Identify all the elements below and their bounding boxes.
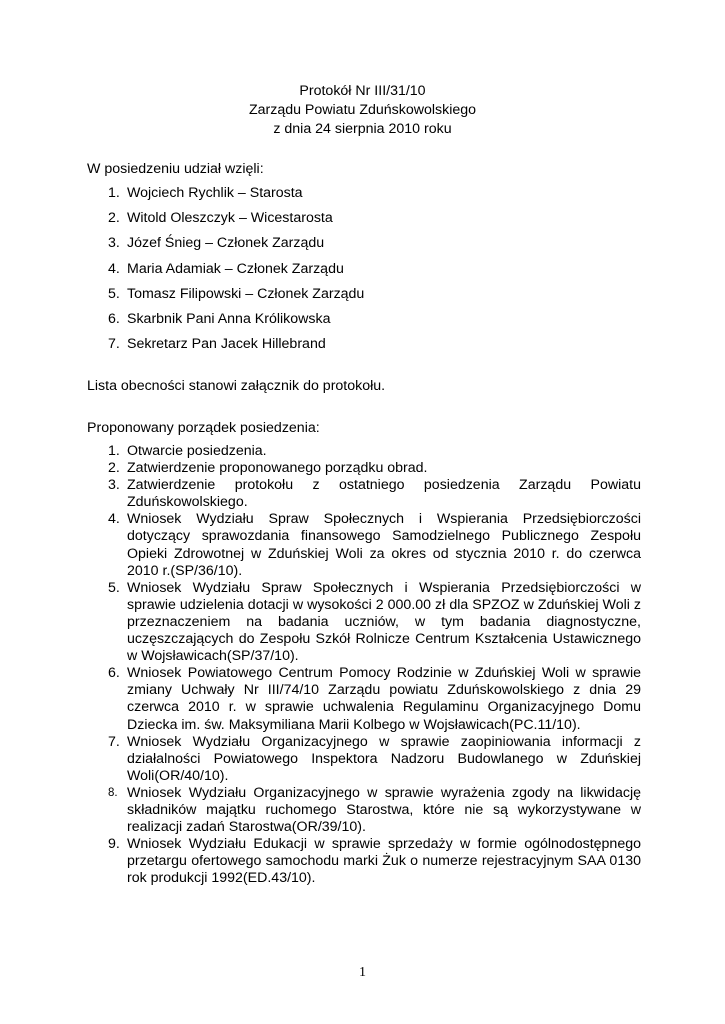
list-item (87, 511, 641, 579)
item-text: Wniosek Wydziału Organizacyjnego w sprawie zaopiniowania informacji z działalności Powiatowego Inspektora Nadzoru Budowlanego w Zduńskiej Woli(OR/40/10). (127, 733, 641, 784)
item-text: Wniosek Wydziału Edukacji w sprawie sprzedaży w formie ogólnodostępnego przetargu ofertowego samochodu marki Żuk o numerze rejestracyjnym SAA 0130 rok produkcji 1992(ED.43/10). (127, 836, 641, 887)
item-number: 2. (108, 460, 120, 477)
protocol-number: Protokół Nr III/31/10 (299, 83, 426, 99)
item-text: Wniosek Wydziału Organizacyjnego w sprawie wyrażenia zgody na likwidację składników majątku ruchomego Starostwa, które nie są wykorzystywane w realizacji zadań Starostwa(OR/39/10). (127, 784, 641, 836)
list-item (87, 209, 364, 234)
list-item (87, 460, 641, 477)
item-text: Józef Śnieg – Członek Zarządu (127, 235, 325, 252)
item-text: Wniosek Powiatowego Centrum Pomocy Rodzinie w Zduńskiej Woli w sprawie zmiany Uchwały Nr III/74/10 Zarządu powiatu Zduńskowolskiego z dnia 29 czerwca 2010 r. w sprawie uchwalenia Regulaminu Organizacyjnego Domu Dziecka im. św. Maksymiliana Marii Kolbego w Wojsławicach(PC.11/10). (127, 665, 641, 733)
attendees-list (87, 184, 364, 360)
item-number: 8. (108, 786, 118, 799)
meeting-date: z dnia 24 sierpnia 2010 roku (273, 121, 452, 137)
list-item (87, 785, 641, 836)
item-number: 1. (108, 185, 120, 201)
item-text: Tomasz Filipowski – Członek Zarządu (127, 285, 365, 302)
attendees-heading: W posiedzeniu udział wzięli: (87, 161, 264, 177)
item-number: 5. (108, 579, 120, 596)
item-text: Sekretarz Pan Jacek Hillebrand (127, 336, 326, 353)
board-name: Zarządu Powiatu Zduńskowolskiego (248, 102, 477, 118)
list-item (87, 734, 641, 785)
list-item (87, 665, 641, 733)
agenda-heading: Proponowany porządek posiedzenia: (87, 420, 320, 436)
list-item (87, 285, 364, 310)
item-text: Otwarcie posiedzenia. (127, 443, 267, 459)
document-header (0, 82, 725, 139)
item-text: Wojciech Rychlik – Starosta (127, 185, 303, 201)
list-item (87, 184, 364, 209)
item-number: 9. (108, 836, 120, 853)
item-number: 6. (108, 310, 120, 327)
list-item (87, 836, 641, 887)
item-text: Wniosek Wydziału Spraw Społecznych i Wspierania Przedsiębiorczości w sprawie udzielenia dotacji w wysokości 2 000.00 zł dla SPZOZ w Zduńskiej Woli z przeznaczeniem na badania uczniów, w tym badania diagnostyczne, uczęszczających do Zespołu Szkół Rolnicze Centrum Kształcenia Ustawicznego w Wojsławicach(SP/37/10). (127, 579, 641, 665)
item-number: 4. (108, 260, 120, 277)
item-number: 7. (108, 336, 120, 353)
list-item (87, 443, 641, 460)
item-number: 3. (108, 477, 120, 494)
list-item (87, 335, 364, 360)
agenda-list (87, 443, 641, 887)
item-number: 5. (108, 285, 120, 302)
item-number: 2. (108, 210, 120, 227)
list-item (87, 234, 364, 259)
item-text: Witold Oleszczyk – Wicestarosta (127, 210, 333, 227)
item-text: Zatwierdzenie protokołu z ostatniego posiedzenia Zarządu Powiatu Zduńskowolskiego. (127, 477, 641, 511)
item-text: Wniosek Wydziału Spraw Społecznych i Wspierania Przedsiębiorczości dotyczący sprawozdania finansowego Samodzielnego Publicznego Zespołu Opieki Zdrowotnej w Zduńskiej Woli za okres od stycznia 2010 r. do czerwca 2010 r.(SP/36/10). (127, 511, 641, 579)
list-item (87, 580, 641, 665)
item-text: Maria Adamiak – Członek Zarządu (127, 260, 344, 277)
item-number: 3. (108, 235, 120, 252)
item-number: 1. (108, 443, 120, 459)
list-item (87, 260, 364, 285)
list-item (87, 310, 364, 335)
page-number: 1 (359, 965, 366, 980)
item-text: Zatwierdzenie proponowanego porządku obrad. (127, 460, 428, 477)
item-number: 6. (108, 665, 120, 682)
list-item (87, 477, 641, 511)
item-text: Skarbnik Pani Anna Królikowska (127, 310, 331, 327)
attendance-note: Lista obecności stanowi załącznik do protokołu. (87, 378, 386, 394)
item-number: 4. (108, 511, 120, 528)
item-number: 7. (108, 733, 120, 750)
